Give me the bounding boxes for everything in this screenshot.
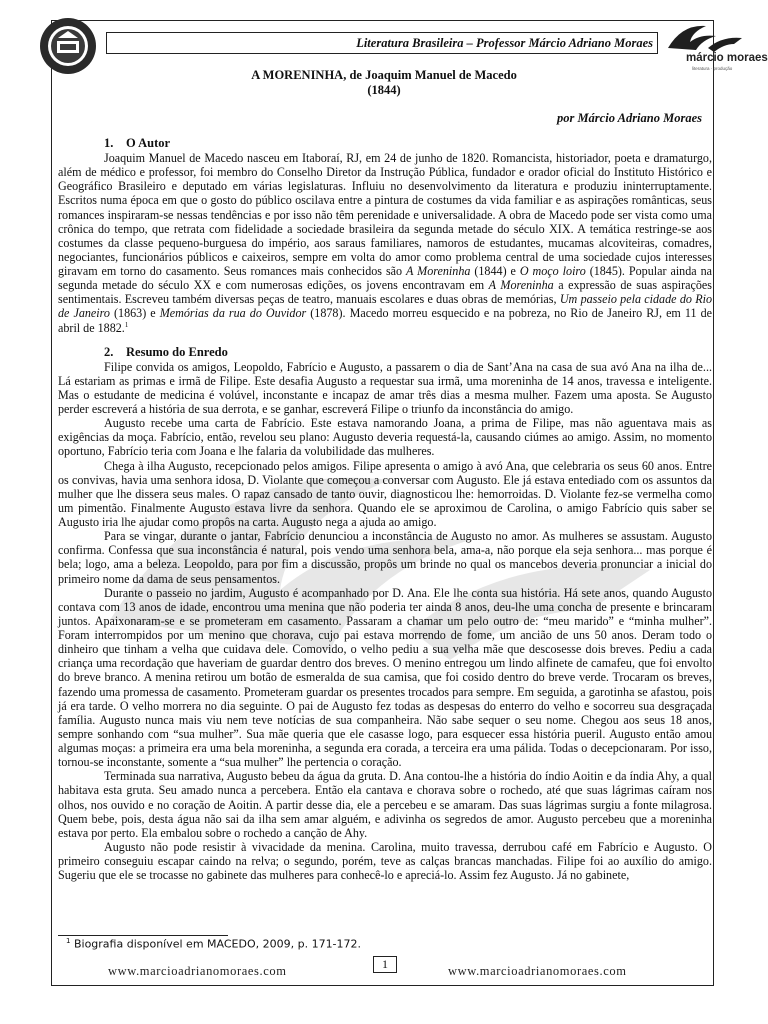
paragraph-enredo: Durante o passeio no jardim, Augusto é acompanhado por D. Ana. Ele lhe conta sua história. Há sete anos, quando Augusto contava com 13 anos de idade, encontrou uma menina que não poderia ter ainda 8 anos, deu-lhe uma concha de presente e brincaram juntos. Apaixonaram-se e se prometeram em casamento. Passaram a chamar um pelo outro de: “meu marido” e “minha mulher”. Foram interrompidos por um menino que chorava, cujo pai estava morrendo de fome, um ancião de uns 50 anos. Deram todo o dinheiro que tinham a velha que cuidava dele. Comovido, o velho pediu a sua velha mãe que descosesse dois breves. Pediu a cada criança uma recordação que haveriam de guardar dentro dos breves. O menino entregou um lindo alfinete de camafeu, que foi envolto do breve branco. A menina retirou um botão de esmeralda de sua camisa, que foi cosido dentro do breve verde. Trocaram os breves, fazendo uma promessa de casamento. Prometeram guardar os presentes trocados para sempre. Em seguida, a garotinha se afastou, pois já era tarde. O velho morrera no dia seguinte. O pai de Augusto fez todas as despesas do enterro do velho e socorreu sua desgraçada família. Augusto nunca mais viu nem teve notícias de sua companheira. Não sabe sequer o seu nome. Chegou aos seus 18 anos, sempre sonhando com “sua mulher”. Sua mãe queria que ele casasse logo, para esquecer essa história pueril. Augusto então amou algumas moças: a primeira era uma bela moreninha, a segunda era corada, a terceira era uma pálida. Todas o decepcionaram. Por isso, tornou-se inconstante, somente a “sua mulher” lhe pertencia o coração. <box>58 585 712 770</box>
header-title: Literatura Brasileira – Professor Márcio Adriano Moraes <box>356 36 653 50</box>
section-heading-enredo <box>58 345 712 360</box>
footnote <box>66 937 361 951</box>
paragraph-enredo: Augusto recebe uma carta de Fabrício. Este estava namorando Joana, a prima de Filipe, mas não aguentava mais as exigências da moça. Fabrício, então, revelou seu plano: Augusto deveria requestá-la, causando ciúmes ao amigo. Assim, no momento oportuno, Fabrício teria com Joana e lhe falaria da volubilidade das mulheres. <box>58 416 712 459</box>
text-run: (1878). Macedo morreu esquecido e na pobreza, no Rio de Janeiro RJ, em 11 de abril de 1882. <box>58 306 712 335</box>
paragraph-enredo: Chega à ilha Augusto, recepcionado pelos amigos. Filipe apresenta o amigo à avó Ana, que celebraria os seus 60 anos. Entre os convivas, havia uma senhora idosa, D. Violante que começou a conversar com Augusto. Ele já estava entediado com os assuntos da mulher que lhe dissera seus males. O rapaz cansado de tanto ouvir, diagnosticou lhe: hemorroidas. D. Violante fez-se vermelha como um pimentão. Finalmente Augusto estava livre da senhora. Quando ele se aproximou de Carolina, o amigo Fabrício quis saber se Augusto iria lhe ajudar como propôs na carta. Augusto nega a ajuda ao amigo. <box>58 458 712 529</box>
footnote-number: 1 <box>66 937 71 945</box>
footnote-ref[interactable]: 1 <box>124 320 129 329</box>
paragraph-autor <box>58 151 712 335</box>
section-number: 2. <box>104 344 114 359</box>
seal-logo <box>38 16 98 76</box>
section-number: 1. <box>104 136 114 150</box>
paragraph-enredo: Para se vingar, durante o jantar, Fabrício denunciou a inconstância de Augusto no amor. As mulheres se assustam. Augusto confirma. Confessa que sua inconstância é natural, pois vendo uma senhora bela, ama-a, não porque ela seja senhora... mas porque é bela; logo, ama a beleza. Leopoldo, para por fim a discussão, propôs um brinde no qual os mancebos deveria pronunciar a inicial do primeiro nome da dama de seus pensamentos. <box>58 529 712 586</box>
footer-link-left[interactable]: www.marcioadrianomoraes.com <box>108 964 287 978</box>
work-title: A Moreninha <box>488 278 554 293</box>
header-bar <box>106 32 658 54</box>
page-number: 1 <box>373 956 397 973</box>
paragraph-enredo: Filipe convida os amigos, Leopoldo, Fabrício e Augusto, a passarem o dia de Sant’Ana na casa de sua avó Ana na ilha de... Lá estariam as primas e irmã de Filipe. Este desafia Augusto a requestar sua irmã, uma moreninha de 14 anos, travessa e inteligente. Mas o estudante de medicina é volúvel, inconstante e incapaz de amar três dias a mesma mulher. Fazem uma aposta. Se Augusto perder escreverá a história de sua derrota, e se ganhar, escreverá Filipe o triunfo da inconstância do amigo. <box>58 359 712 416</box>
document-body <box>58 136 712 882</box>
work-title: A Moreninha <box>406 264 471 278</box>
text-run: a expressão de suas aspirações sentimentais. Escreveu também diversas peças de teatro, manuais escolares e duas obras de memórias, <box>58 278 712 307</box>
footer-link-right[interactable]: www.marcioadrianomoraes.com <box>448 964 627 978</box>
brand-name: márcio moraes <box>686 52 768 64</box>
paragraph-enredo: Augusto não pode resistir à vivacidade da menina. Carolina, muito travessa, derrubou café em Fabrício e Augusto. O primeiro conseguiu escapar caindo na relva; o segundo, porém, teve as calças brancas manchadas. Filipe foi ao auxílio do amigo. Sugeriu que ele se trocasse no gabinete das mulheres para conhecê-lo e apreciá-lo. Assim fez Augusto. Já no gabinete, <box>58 839 712 883</box>
section-heading-text: Resumo do Enredo <box>126 344 228 359</box>
footnote-text: Biografia disponível em MACEDO, 2009, p. 171-172. <box>70 937 362 951</box>
footnote-divider <box>58 935 228 936</box>
text-run: (1863) e <box>109 306 160 321</box>
work-title: Memórias da rua do Ouvidor <box>159 306 307 321</box>
section-heading-text: O Autor <box>126 136 171 150</box>
text-run: (1844) e <box>470 264 520 278</box>
document-year: (1844) <box>367 83 401 97</box>
byline: por Márcio Adriano Moraes <box>556 111 702 125</box>
section-heading-autor <box>58 136 712 151</box>
work-title: O moço loiro <box>519 264 586 278</box>
text-run: Joaquim Manuel de Macedo nasceu em Itaboraí, RJ, em 24 de junho de 1820. Romancista, historiador, poeta e dramaturgo, além de médico e professor, foi membro do Conselho Diretor da Instrução Pública, fundador e orador oficial do Instituto Histórico e Geográfico Brasileiro e deputado em várias legislaturas. Influiu no desenvolvimento da literatura e produziu ininterruptamente. Escritos numa época em que o gosto do público oscilava entre a pintura de costumes da vida familiar e as aspirações românticas, seus romances inspiraram-se nessas tendências e por isso não têm perenidade e universalidade. A obra de Macedo pode ser vista como uma crônica do tempo, que retrata com fidelidade a sociedade brasileira da segunda metade do século XIX. A temática restringe-se aos costumes da classe pequeno-burguesa do império, aos saraus familiares, namoros de estudantes, mucamas alcoviteiras, comadres, negociantes, funcionários públicos e caixeiros, sempre em volta do amor como problema central de uma sociedade cujos interesses giravam em torno do casamento. Seus romances mais conhecidos são <box>58 151 712 278</box>
document-title-text: A MORENINHA, de Joaquim Manuel de Macedo <box>251 68 517 82</box>
work-title: Um passeio pela cidade do Rio de Janeiro <box>58 292 712 321</box>
brand-tagline: literatura · produção <box>692 66 733 71</box>
document-title <box>0 68 768 98</box>
paragraph-enredo: Terminada sua narrativa, Augusto bebeu da água da gruta. D. Ana contou-lhe a história do índio Aoitin e da índia Ahy, a qual habitava esta gruta. Seu amado nunca a percebera. Então ela cantava e chorava sobre o rochedo, até que suas lágrimas caíram nos olhos, nos ouvido e no coração de Aoitin. A partir desse dia, ele a percebeu e se amaram. Das suas lágrimas surgiu a fonte milagrosa. Quem bebe, pois, desta água não sai da ilha sem amar alguém, e adivinha os segredos de amor. Augusto percebeu que a moreninha estava por perto. Ela embalou sobre o rochedo a canção de Ahy. <box>58 769 712 840</box>
text-run: (1845). Popular ainda na segunda metade do século XX e com numerosas edições, os jovens encontravam em <box>58 264 712 293</box>
